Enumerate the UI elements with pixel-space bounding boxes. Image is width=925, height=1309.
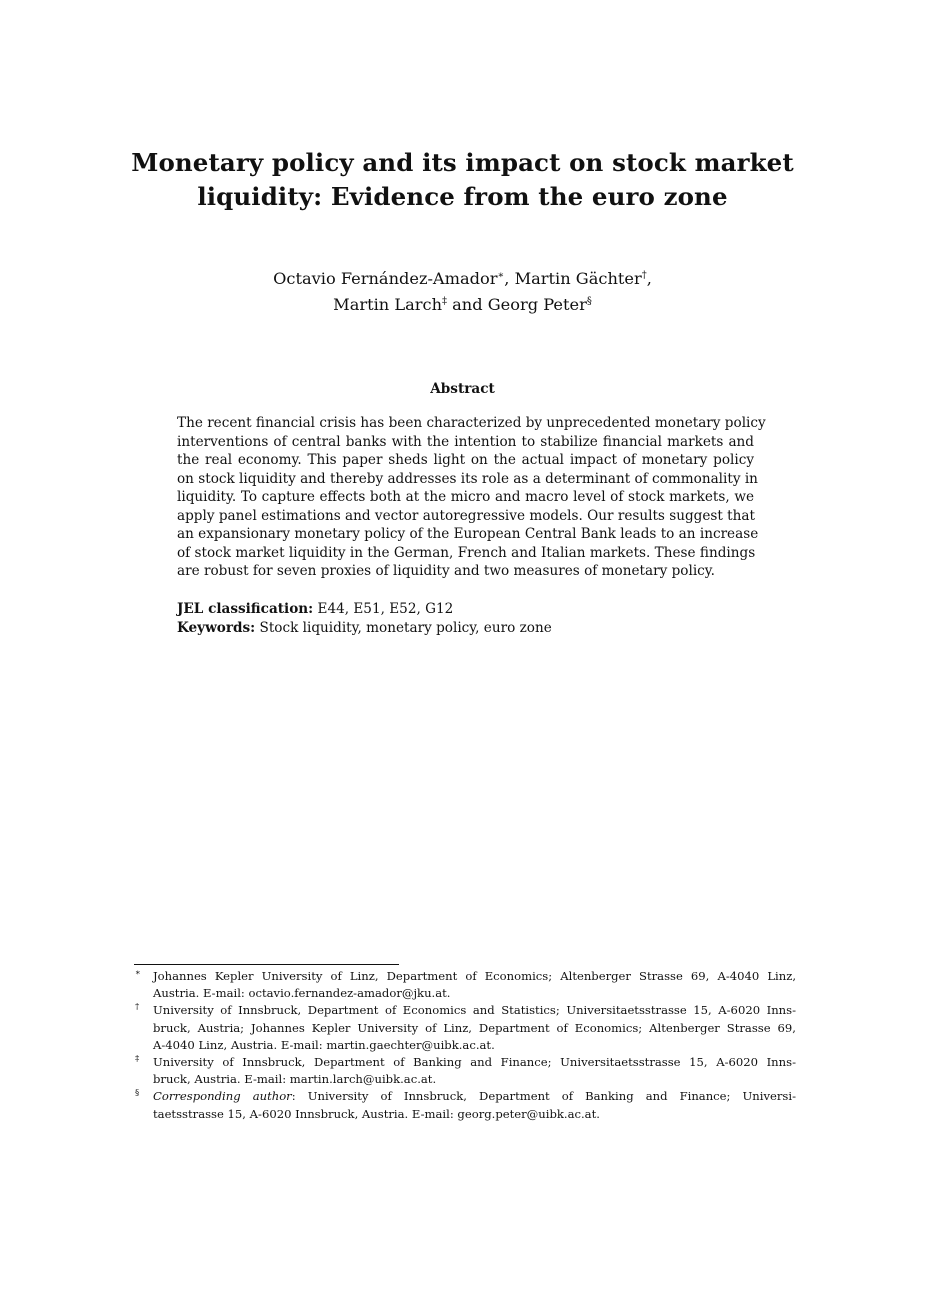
author-separator: , (504, 269, 515, 288)
footnote-marker: ‡ (135, 1054, 140, 1065)
abstract-line: are robust for seven proxies of liquidity and two measures of monetary policy. (177, 563, 715, 579)
author-name: Georg Peter (487, 295, 587, 314)
abstract-heading: Abstract (430, 381, 495, 397)
footnote-line: bruck, Austria. E-mail: martin.larch@uibk.ac.at. (153, 1072, 437, 1087)
footnote-line: bruck, Austria; Johannes Kepler University of Linz, Department of Economics; Altenberger Strasse 69, (153, 1020, 796, 1035)
abstract-line: interventions of central banks with the intention to stabilize financial markets and (177, 433, 754, 450)
footnote-marker: § (135, 1088, 140, 1099)
footnote-marker: ∗ (497, 270, 505, 281)
footnote-line (153, 1088, 796, 1105)
footnote-line: A-4040 Linz, Austria. E-mail: martin.gaechter@uibk.ac.at. (153, 1037, 495, 1052)
author-list (100, 266, 825, 318)
footnote-line-text: : University of Innsbruck, Department of Banking and Finance; Universi- (291, 1089, 796, 1104)
footnote (134, 1088, 796, 1122)
title-line-1: Monetary policy and its impact on stock market (131, 148, 794, 177)
abstract-line: an expansionary monetary policy of the European Central Bank leads to an increase (177, 526, 759, 542)
abstract-line: apply panel estimations and vector autoregressive models. Our results suggest that (177, 507, 755, 524)
abstract-line: liquidity. To capture effects both at the micro and macro level of stock markets, we (177, 489, 754, 505)
jel-classification (177, 600, 552, 619)
footnotes (134, 968, 796, 1123)
keywords-value: Stock liquidity, monetary policy, euro zone (259, 620, 552, 636)
author-line-2 (100, 292, 825, 318)
abstract-line: of stock market liquidity in the German, French and Italian markets. These findings (177, 544, 756, 561)
footnote-line: Johannes Kepler University of Linz, Department of Economics; Altenberger Strasse 69, A-4040 Linz, (153, 969, 796, 983)
title-line-2: liquidity: Evidence from the euro zone (197, 182, 728, 211)
footnote-marker: ‡ (442, 296, 448, 307)
footnote-line: Austria. E-mail: octavio.fernandez-amador@jku.at. (153, 986, 451, 1001)
footnote-rule (134, 964, 399, 965)
abstract-body (177, 414, 766, 581)
footnote-line: University of Innsbruck, Department of Economics and Statistics; Universitaetsstrasse 15, A-6020 Inns- (153, 1003, 796, 1018)
author-separator: and (447, 295, 488, 314)
keywords (177, 619, 552, 638)
paper-title (100, 146, 825, 214)
abstract-line: on stock liquidity and thereby addresses its role as a determinant of commonality in (177, 470, 758, 487)
keywords-label: Keywords: (177, 620, 256, 636)
footnote-marker: † (641, 270, 647, 281)
jel-label: JEL classification: (177, 601, 314, 617)
author-line-1 (100, 266, 825, 292)
footnote-marker: † (135, 1002, 140, 1013)
footnote-line: taetsstrasse 15, A-6020 Innsbruck, Austria. E-mail: georg.peter@uibk.ac.at. (153, 1106, 600, 1121)
footnote (134, 1054, 796, 1088)
author-name: Martin Larch (333, 295, 443, 314)
footnote-marker: ∗ (135, 968, 141, 978)
footnote-line: University of Innsbruck, Department of Banking and Finance; Universitaetsstrasse 15, A-6020 Inns- (153, 1055, 796, 1070)
author-name: Martin Gächter (514, 269, 642, 288)
abstract-line: The recent financial crisis has been characterized by unprecedented monetary policy (177, 415, 766, 431)
author-name: Octavio Fernández-Amador (273, 269, 498, 288)
abstract-line: the real economy. This paper sheds light on the actual impact of monetary policy (177, 452, 754, 468)
footnote (134, 968, 796, 1002)
jel-value: E44, E51, E52, G12 (317, 601, 454, 617)
author-separator: , (646, 269, 652, 288)
classification-block (177, 600, 552, 638)
footnote-marker: § (586, 296, 592, 307)
footnote (134, 1002, 796, 1054)
footnote-italic-prefix: Corresponding author (153, 1089, 292, 1104)
